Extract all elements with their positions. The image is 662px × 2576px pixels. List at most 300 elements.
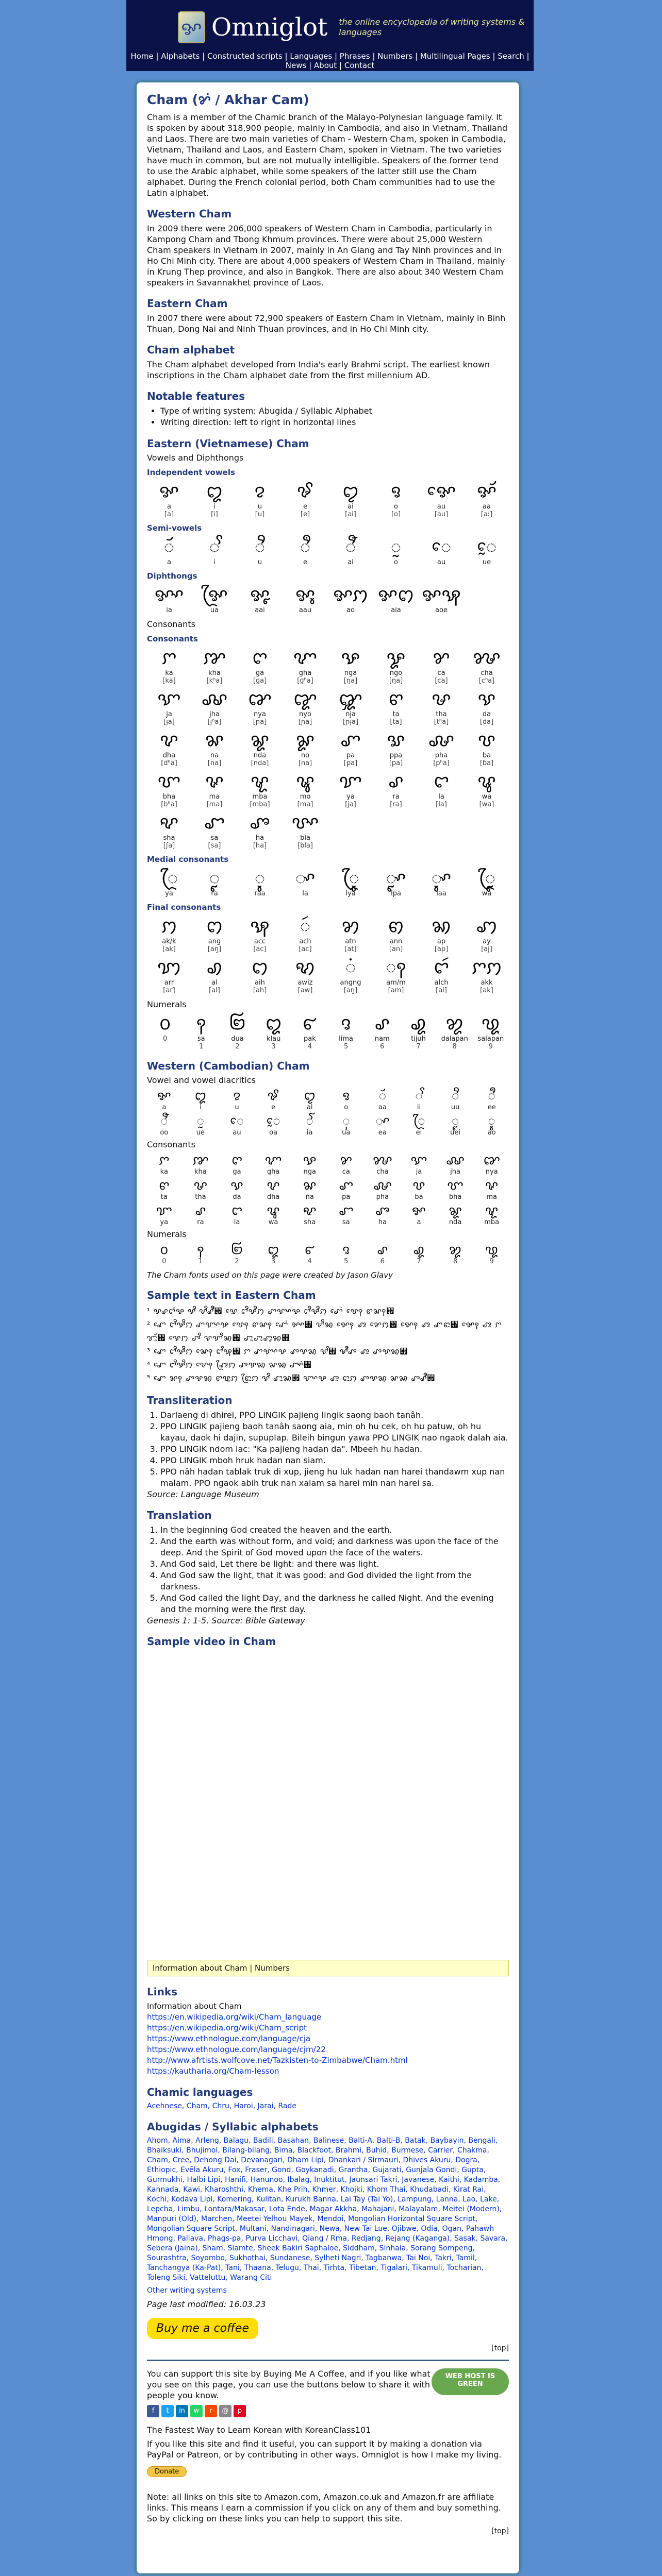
final-cell [192, 915, 237, 953]
translation-item: 4. And God saw the light, that it was good: and God divided the light from the darkness. [160, 1570, 509, 1592]
consonant-cell [465, 770, 509, 808]
consonant-glyph: ꨢ [339, 771, 362, 792]
consonant-glyph: ꨆ [161, 648, 177, 668]
final-ipa: [al] [209, 987, 220, 994]
consonant-glyph: ꨜ [428, 730, 455, 751]
w-consonant-cell [366, 1153, 400, 1176]
western-vowels-label: Vowel and vowel diacritics [147, 1075, 256, 1085]
semivowel-glyph: ꨰ [476, 537, 497, 557]
consonant-romanization: ta [392, 710, 400, 718]
nav-link-numbers[interactable]: Numbers [377, 52, 413, 61]
numeral-glyph: ꩘ [445, 1013, 464, 1034]
final-cell [419, 956, 464, 994]
semivowel-cell [238, 536, 282, 566]
consonant-glyph: ꨏ [201, 689, 228, 709]
whatsapp-icon[interactable]: w [190, 2405, 203, 2417]
vowel-glyph: ꨀꨮ [476, 481, 497, 502]
numeral-number: 0 [162, 1035, 168, 1043]
w-consonant-glyph: ꨎ [410, 1153, 427, 1167]
w-consonant-cell [220, 1203, 254, 1226]
w-consonant-romanization: pha [376, 1193, 389, 1201]
w-vowel-cell [147, 1088, 181, 1111]
w-vowel-cell [474, 1113, 509, 1137]
final-romanization: akk [481, 979, 493, 987]
numeral-word: sa [197, 1035, 205, 1043]
consonant-ipa: [wa] [479, 801, 494, 808]
consonant-ipa: [na] [207, 759, 222, 767]
nav-link-search[interactable]: Search [498, 52, 524, 61]
consonant-ipa: [ŋa] [389, 677, 403, 685]
notable-item: • Writing direction: left to right in horizontal lines [160, 417, 509, 428]
final-cell [283, 915, 327, 953]
vowel-romanization: ai [347, 503, 354, 511]
numerals-grid [147, 1012, 509, 1050]
western-heading: Western Cham [147, 208, 232, 220]
numeral-cell [147, 1012, 183, 1050]
medial-glyph: ꨶꨳ [431, 868, 452, 889]
diphthongs-grid [147, 584, 509, 614]
medial-cell [283, 867, 327, 897]
consonant-cell [328, 688, 373, 726]
consonant-ipa: [dʱa] [161, 759, 177, 767]
w-vowel-cell [366, 1113, 400, 1137]
consonant-romanization: sha [163, 834, 175, 842]
semivowel-romanization: i [213, 558, 216, 566]
final-romanization: ap [437, 938, 446, 945]
donate-button[interactable]: Donate [147, 2466, 187, 2477]
final-glyph: ꨆꩀ [471, 957, 502, 978]
share-buttons [147, 2405, 509, 2417]
consonant-romanization: da [482, 710, 491, 718]
indep-label: Independent vowels [147, 468, 235, 477]
nav-link-news[interactable]: News [285, 61, 307, 70]
final-cell [147, 956, 191, 994]
final-romanization: angng [340, 979, 361, 987]
medial-romanization: lya [345, 890, 356, 897]
medial-cell [465, 867, 509, 897]
translation-source[interactable]: Genesis 1: 1-5. Source: Bible Gateway [147, 1616, 305, 1625]
links-list [147, 2001, 509, 2077]
final-glyph: ꩁ [206, 916, 223, 937]
vowel-glyph: ꨀ [159, 481, 179, 502]
link-item[interactable]: https://kautharia.org/Cham-lesson [147, 2066, 279, 2076]
w-consonant-glyph: ꨀ [412, 1204, 426, 1218]
info-bar[interactable]: Information about Cham | Numbers [147, 1960, 509, 1976]
vowel-glyph: ꨃ [296, 481, 314, 502]
diphthong-glyph: ꨀꨳ [154, 585, 184, 605]
consonant-glyph: ꨞ [157, 771, 181, 792]
w-vowel-cell [438, 1113, 473, 1137]
consonant-ipa: [sa] [208, 842, 221, 850]
nav-link-home[interactable]: Home [130, 52, 154, 61]
eastern-heading: Eastern Cham [147, 297, 228, 310]
w-vowel-romanization: u [235, 1104, 239, 1111]
final-cell [328, 915, 373, 953]
w-vowel-cell [220, 1088, 254, 1111]
pinterest-icon[interactable]: p [234, 2405, 246, 2417]
nav-link-alphabets[interactable]: Alphabets [161, 52, 200, 61]
w-consonant-cell [402, 1178, 436, 1201]
consonants-label: Consonants [147, 619, 195, 629]
consonant-glyph: ꨌ [433, 648, 450, 668]
consonant-ipa: [tʰa] [434, 718, 449, 726]
consonant-ipa: [nda] [251, 759, 269, 767]
nav-link-languages[interactable]: Languages [290, 52, 333, 61]
w-consonant-glyph: ꨓ [158, 1178, 170, 1193]
numeral-number: 3 [271, 1043, 276, 1050]
w-vowel-cell [474, 1088, 509, 1111]
numeral-cell [292, 1012, 328, 1050]
w-consonant-romanization: dha [267, 1193, 280, 1201]
final-cell [147, 915, 191, 953]
w-consonant-cell [329, 1203, 363, 1226]
site-logo[interactable] [178, 9, 534, 45]
consonant-cell [419, 647, 464, 685]
translit-source[interactable]: Source: Language Museum [147, 1489, 259, 1499]
w-vowel-romanization: uei [450, 1129, 461, 1137]
vowels-label: Vowels and Diphthongs [147, 453, 244, 463]
diphthong-cell [238, 584, 282, 614]
w-consonant-glyph: ꨗ [303, 1178, 317, 1193]
w-vowel-romanization: ua [342, 1129, 351, 1137]
numeral-number: 6 [380, 1043, 385, 1050]
consonant-romanization: nga [344, 669, 357, 677]
w-consonant-cell [438, 1153, 473, 1176]
consonant-glyph: ꨦ [159, 812, 179, 833]
w-vowel-romanization: au [233, 1129, 241, 1137]
translation-heading: Translation [147, 1509, 212, 1521]
consonant-cell [419, 770, 464, 808]
consonant-romanization: ga [255, 669, 264, 677]
twitter-icon[interactable]: t [161, 2405, 174, 2417]
final-glyph: ꩍ [386, 957, 406, 978]
western-consonants-grid [147, 1153, 509, 1226]
medial-cell [374, 867, 418, 897]
consonant-glyph: ꨠ [251, 771, 269, 792]
w-vowel-cell [292, 1088, 327, 1111]
w-consonant-romanization: nya [485, 1168, 498, 1176]
consonant-glyph: ꨓ [388, 689, 404, 709]
abugidas-list[interactable]: Ahom, Aima, Arleng, Balagu, Badili, Basahan, Balinese, Balti-A, Balti-B, Batak, Baybayin, Bengali, Bhaiksuki, Bhujimol, Bilang-bilang, Bima, Blackfoot, Brahmi, Buhid, Burmese, Carrier, Chakma, Cham, Cree, Dehong Dai, Devanagari, Dham Lipi, Dhankari / Sirmauri, Dhives Akuru, Dogra, Ethiopic, Evēla Akuru, Fox, Fraser, Gond, Goykanadi, Grantha, Gujarati, Gunjala Gondi, Gupta, Gurmukhi, Halbi Lipi, Hanifi, Hanunoo, Ibalag, Inuktitut, Jaunsari Takri, Javanese, Kaithi, Kadamba, Kannada, Kawi, Kharoshthi, Khema, Khe Prih, Khmer, Khojki, Khom Thai, Khudabadi, Kirat Rai, Kōchi, Kodava Lipi, Komering, Kulitan, Kurukh Banna, Lai Tay (Tai Yo), Lampung, Lanna, Lao, Lake, Lepcha, Limbu, Lontara/Makasar, Lota Ende, Magar Akkha, Mahajani, Malayalam, Meitei (Modern), Manpuri (Old), Marchen, Meetei Yelhou Mayek, Mendoi, Mongolian Horizontal Square Script, Mongolian Square Script, Multani, Nandinagari, Newa, New Tai Lue, Ojibwe, Odia, Ogan, Pahawh Hmong, Pallava, Phags-pa, Purva Licchavi, Qiang / Rma, Redjang, Rejang (Kaganga), Sasak, Savara, Sebera (Jaina), Sham, Siamte, Sheek Bakiri Saphaloe, Siddham, Sinhala, Sorang Sompeng, Sourashtra, Soyombo, Sukhothai, Sundanese, Sylheti Nagri, Tagbanwa, Tai Noi, Takri, Tamil, Tanchangya (Ka-Pat), Tani, Thaana, Telugu, Thai, Tirhta, Tibetan, Tigalari, Tikamuli, Tocharian, Toleng Siki, Vatteluttu, Warang Citi [147, 2137, 508, 2282]
w-vowel-romanization: oo [160, 1129, 169, 1137]
numeral-number: 9 [488, 1043, 493, 1050]
w-vowel-glyph: ꨁ [194, 1089, 207, 1103]
ad-link[interactable]: The Fastest Way to Learn Korean with KoreanClass101 [147, 2425, 371, 2435]
consonant-ipa: [bla] [297, 842, 313, 850]
email-icon[interactable]: @ [219, 2405, 231, 2417]
numeral-word: dalapan [441, 1035, 468, 1043]
semivowel-romanization: ai [347, 558, 354, 566]
consonant-romanization: nda [253, 752, 267, 759]
top-link[interactable]: [top] [491, 2344, 509, 2352]
numerals-label: Numerals [147, 999, 187, 1009]
w-numeral-cell [220, 1242, 254, 1265]
western-text: In 2009 there were 206,000 speakers of Western Cham in Cambodia, particularly in Kampong Cham and Tbong Khmum provinces. There were about 25,000 Western Cham speakers in Vietnam in 2007, mainly in An Giang and Tay Ninh provinces and in Ho Chi Minh city. There are about 4,000 speakers of Western Cham in Thailand, mainly in Krung Thep province, and also in Bangkok. There are also about 340 Western Cham speakers in Savannakhet province of Laos. [147, 224, 505, 287]
translit-item: 2. PPO LINGIK pajieng baoh tanâh saong aia, min oh hu cek, oh hu patuw, oh hu kayau, daok hi dajin, supuplap. Bileih bingun yawa PPO LINGIK nao ngaok dalah aia. [160, 1421, 509, 1444]
final-ipa: [ah] [253, 987, 267, 994]
consonant-ipa: [ta] [390, 718, 402, 726]
chamic-list[interactable]: Acehnese, Cham, Chru, Haroi, Jarai, Rade [147, 2102, 296, 2110]
link-item[interactable]: http://www.afrtists.wolfcove.net/Tazkisten-to-Zimbabwe/Cham.html [147, 2056, 408, 2065]
final-ipa: [ac] [299, 945, 312, 953]
w-consonant-glyph: ꨌ [340, 1153, 353, 1167]
translit-item: 4. PPO LINGIK mboh hruk hadan nan siam. [160, 1455, 509, 1466]
consonant-ipa: [ɟa] [163, 718, 175, 726]
consonant-romanization: jha [209, 710, 220, 718]
w-consonant-romanization: nda [449, 1218, 462, 1226]
consonant-ipa: [ɡʱa] [297, 677, 313, 685]
green-host-badge[interactable]: WEB HOST IS GREEN [432, 2368, 509, 2395]
final-romanization: ang [208, 938, 221, 945]
consonant-glyph: ꨎ [157, 689, 181, 709]
semivowel-romanization: o [394, 558, 398, 566]
consonant-ipa: [ɓa] [479, 759, 494, 767]
w-consonant-romanization: kha [194, 1168, 207, 1176]
w-consonant-cell [256, 1178, 291, 1201]
w-consonant-cell [220, 1178, 254, 1201]
diphthong-romanization: aia [391, 606, 401, 614]
w-vowel-cell [292, 1113, 327, 1137]
sample-line: ⁵ ꨚꨯ ꨗꩍ ꨨꨕꩆ ꨓꨝꨵꩀ ꨓꨴꨭꩀ ꨕꨪ ꨧꨭꩆ꩏ ꨎꨳꨊ ꨨꨭ ꨤꨭꩀ ꨨꨕꩆ ꨗꩆ ꨨꨣꨬꨪ꩏ [147, 1374, 436, 1383]
final-glyph: ꩈ [157, 957, 181, 978]
links-sublabel: Information about Cham [147, 2002, 242, 2011]
consonant-ipa: [ha] [253, 842, 267, 850]
other-systems-link[interactable]: Other writing systems [147, 2286, 227, 2295]
consonant-ipa: [ɟʱa] [207, 718, 222, 726]
consonant-ipa: [ka] [162, 677, 176, 685]
semivowel-glyph: ꨬ [345, 537, 356, 557]
final-glyph: ꩂ [250, 916, 270, 937]
consonant-romanization: ya [346, 793, 355, 801]
w-vowel-glyph: ꨩ [415, 1089, 423, 1103]
w-consonant-romanization: ha [378, 1218, 387, 1226]
final-glyph: ꩉ [206, 957, 223, 978]
numeral-cell [437, 1012, 473, 1050]
notable-heading: Notable features [147, 390, 245, 402]
final-romanization: al [211, 979, 218, 987]
font-credit: The Cham fonts used on this page were created by Jason Glavy [147, 1270, 393, 1280]
independent-vowels-grid [147, 480, 509, 518]
vowel-cell [147, 480, 191, 518]
consonant-glyph: ꨇ [203, 648, 226, 668]
w-vowel-glyph: ꨮ [378, 1089, 387, 1103]
w-consonant-cell [366, 1203, 400, 1226]
consonant-romanization: bla [300, 834, 310, 842]
diphthong-romanization: ua [210, 606, 219, 614]
consonant-romanization: mba [252, 793, 268, 801]
w-consonant-romanization: ya [160, 1218, 169, 1226]
w-numeral-glyph: ꩐ [160, 1243, 168, 1257]
consonant-romanization: cha [481, 669, 493, 677]
medial-glyph: ꨴ [160, 868, 178, 889]
nav-link-about[interactable]: About [313, 61, 337, 70]
numeral-glyph: ꩒ [229, 1013, 246, 1034]
buy-coffee-button[interactable]: Buy me a coffee [147, 2318, 258, 2339]
consonant-ipa: [ɲɟa] [342, 718, 359, 726]
consonant-cell [465, 688, 509, 726]
w-numeral-glyph: ꩕ [342, 1243, 350, 1257]
vowel-cell [283, 480, 327, 518]
vowel-romanization: aa [483, 503, 491, 511]
final-romanization: ak/k [162, 938, 176, 945]
vowel-cell [374, 480, 418, 518]
nav-link-phrases[interactable]: Phrases [339, 52, 370, 61]
w-vowel-romanization: ee [487, 1104, 496, 1111]
consonant-romanization: ka [165, 669, 173, 677]
main-content [137, 82, 519, 2573]
w-numeral-number: 5 [344, 1258, 349, 1265]
w-consonant-romanization: ta [160, 1193, 168, 1201]
final-romanization: am/m [386, 979, 406, 987]
consonant-romanization: bha [162, 793, 176, 801]
patreon-text: If you like this site and find it useful, you can support it by making a donation via PayPal or Patreon, or by contributing in other ways. Omniglot is how I make my living. [147, 2439, 502, 2460]
numeral-glyph: ꩕ [341, 1013, 352, 1034]
medial-glyph: ꨴꨶ [342, 868, 359, 889]
w-vowel-cell [329, 1088, 363, 1111]
medial-romanization: ya [165, 890, 173, 897]
nav-link-contact[interactable]: Contact [344, 61, 375, 70]
abugidas-heading: Abugidas / Syllabic alphabets [147, 2121, 319, 2133]
w-consonant-glyph: ꨞ [447, 1178, 464, 1193]
w-numeral-cell [256, 1242, 291, 1265]
w-vowel-romanization: i [200, 1104, 202, 1111]
w-vowel-romanization: ia [306, 1129, 313, 1137]
final-glyph: ꩅ [388, 916, 404, 937]
medial-romanization: lpa [391, 890, 401, 897]
w-consonant-cell [438, 1178, 473, 1201]
final-ipa: [aŋ] [207, 945, 222, 953]
link-item[interactable]: https://en.wikipedia.org/wiki/Cham_script [147, 2023, 307, 2032]
w-consonant-cell [292, 1178, 327, 1201]
top-link-bottom[interactable]: [top] [491, 2527, 509, 2535]
translit-heading: Transliteration [147, 1394, 233, 1406]
w-numeral-cell [366, 1242, 400, 1265]
consonant-ipa: [cʰa] [478, 677, 495, 685]
vowel-ipa: [ai] [345, 511, 356, 518]
consonant-cell [283, 647, 327, 685]
w-consonant-glyph: ꨔ [193, 1178, 208, 1193]
consonant-glyph: ꨙ [295, 730, 315, 751]
diphthong-romanization: ia [166, 606, 172, 614]
consonant-romanization: ba [482, 752, 491, 759]
w-consonant-cell [184, 1178, 218, 1201]
w-numeral-glyph: ꩑ [197, 1243, 204, 1257]
vowel-ipa: [i] [211, 511, 218, 518]
diphthong-glyph: ꨀꩀ [333, 585, 368, 605]
w-vowel-cell [220, 1113, 254, 1137]
link-item[interactable]: https://www.ethnologue.com/language/cja [147, 2034, 311, 2043]
w-consonant-glyph: ꨥ [267, 1204, 280, 1218]
consonant-cell [283, 729, 327, 767]
w-vowel-glyph: ꨫ [488, 1089, 495, 1103]
w-vowel-glyph: ꨅ [342, 1089, 350, 1103]
final-cell [238, 956, 282, 994]
consonant-romanization: sa [210, 834, 219, 842]
consonant-glyph: ꨗ [205, 730, 224, 751]
consonant-glyph: ꨉ [293, 648, 318, 668]
consonants-sublabel: Consonants [147, 634, 198, 643]
w-vowel-romanization: ei [416, 1129, 422, 1137]
final-ipa: [at] [344, 945, 357, 953]
final-consonants-grid [147, 915, 509, 994]
final-cell [238, 915, 282, 953]
w-numeral-number: 0 [162, 1258, 167, 1265]
w-vowel-glyph: ꨂ [233, 1089, 241, 1103]
final-glyph: ꩄ [341, 916, 360, 937]
w-vowel-glyph: ꨵ [451, 1114, 459, 1128]
consonant-romanization: gha [299, 669, 312, 677]
w-consonant-romanization: mba [484, 1218, 500, 1226]
w-consonant-cell [329, 1153, 363, 1176]
consonants-grid [147, 647, 509, 850]
diph-label: Diphthongs [147, 571, 197, 581]
w-numeral-cell [402, 1242, 436, 1265]
video-placeholder[interactable] [147, 1651, 509, 1939]
w-consonant-romanization: pa [342, 1193, 351, 1201]
consonant-cell [192, 729, 237, 767]
numeral-number: 8 [452, 1043, 457, 1050]
consonant-glyph: ꨒ [339, 689, 362, 709]
w-consonant-romanization: tha [195, 1193, 206, 1201]
w-consonant-cell [474, 1153, 509, 1176]
numeral-cell [328, 1012, 364, 1050]
w-consonant-cell [147, 1203, 181, 1226]
numeral-cell [400, 1012, 436, 1050]
consonant-cell [147, 647, 191, 685]
w-consonant-romanization: ra [197, 1218, 204, 1226]
link-item[interactable]: https://en.wikipedia.org/wiki/Cham_language [147, 2012, 322, 2022]
diphthong-cell [374, 584, 418, 614]
translit-item: 1. Darlaeng di dhirei, PPO LINGIK pajieng lingik saong baoh tanâh. [160, 1410, 509, 1421]
consonant-romanization: ca [437, 669, 445, 677]
final-glyph: ꩀ [161, 916, 177, 937]
w-vowel-cell [184, 1113, 218, 1137]
consonant-cell [238, 770, 282, 808]
semivowel-cell [147, 536, 191, 566]
consonant-cell [465, 647, 509, 685]
medial-cell [192, 867, 237, 897]
consonant-romanization: kha [208, 669, 221, 677]
translation-item: 3. And God said, Let there be light: and there was light. [160, 1558, 509, 1570]
nav-link-constructed-scripts[interactable]: Constructed scripts [207, 52, 283, 61]
numeral-glyph: ꩙ [481, 1013, 500, 1034]
final-ipa: [am] [388, 987, 404, 994]
consonant-glyph: ꨣ [388, 771, 404, 792]
semivowel-glyph: ꨫ [300, 537, 311, 557]
consonant-romanization: no [301, 752, 310, 759]
consonant-ipa: [ma] [297, 801, 313, 808]
final-ipa: [ar] [163, 987, 175, 994]
linkedin-icon[interactable]: in [176, 2405, 188, 2417]
reddit-icon[interactable]: r [205, 2405, 217, 2417]
link-item[interactable]: https://www.ethnologue.com/language/cjm/22 [147, 2045, 326, 2054]
links-heading: Links [147, 1986, 178, 1998]
facebook-icon[interactable]: f [147, 2405, 159, 2417]
numeral-number: 7 [416, 1043, 421, 1050]
w-consonant-glyph: ꨘ [449, 1204, 462, 1218]
w-vowel-glyph: ꨄ [304, 1089, 316, 1103]
w-consonant-cell [147, 1153, 181, 1176]
numeral-cell [219, 1012, 255, 1050]
w-vowel-glyph: ꨲ [342, 1114, 350, 1128]
w-consonant-cell [474, 1178, 509, 1201]
eastern-viet-heading: Eastern (Vietnamese) Cham [147, 437, 309, 450]
semivowel-romanization: au [437, 558, 446, 566]
translit-list [160, 1410, 509, 1489]
nav-link-multilingual-pages[interactable]: Multilingual Pages [420, 52, 490, 61]
final-glyph: ꩇ [476, 916, 498, 937]
diphthong-cell [192, 584, 237, 614]
